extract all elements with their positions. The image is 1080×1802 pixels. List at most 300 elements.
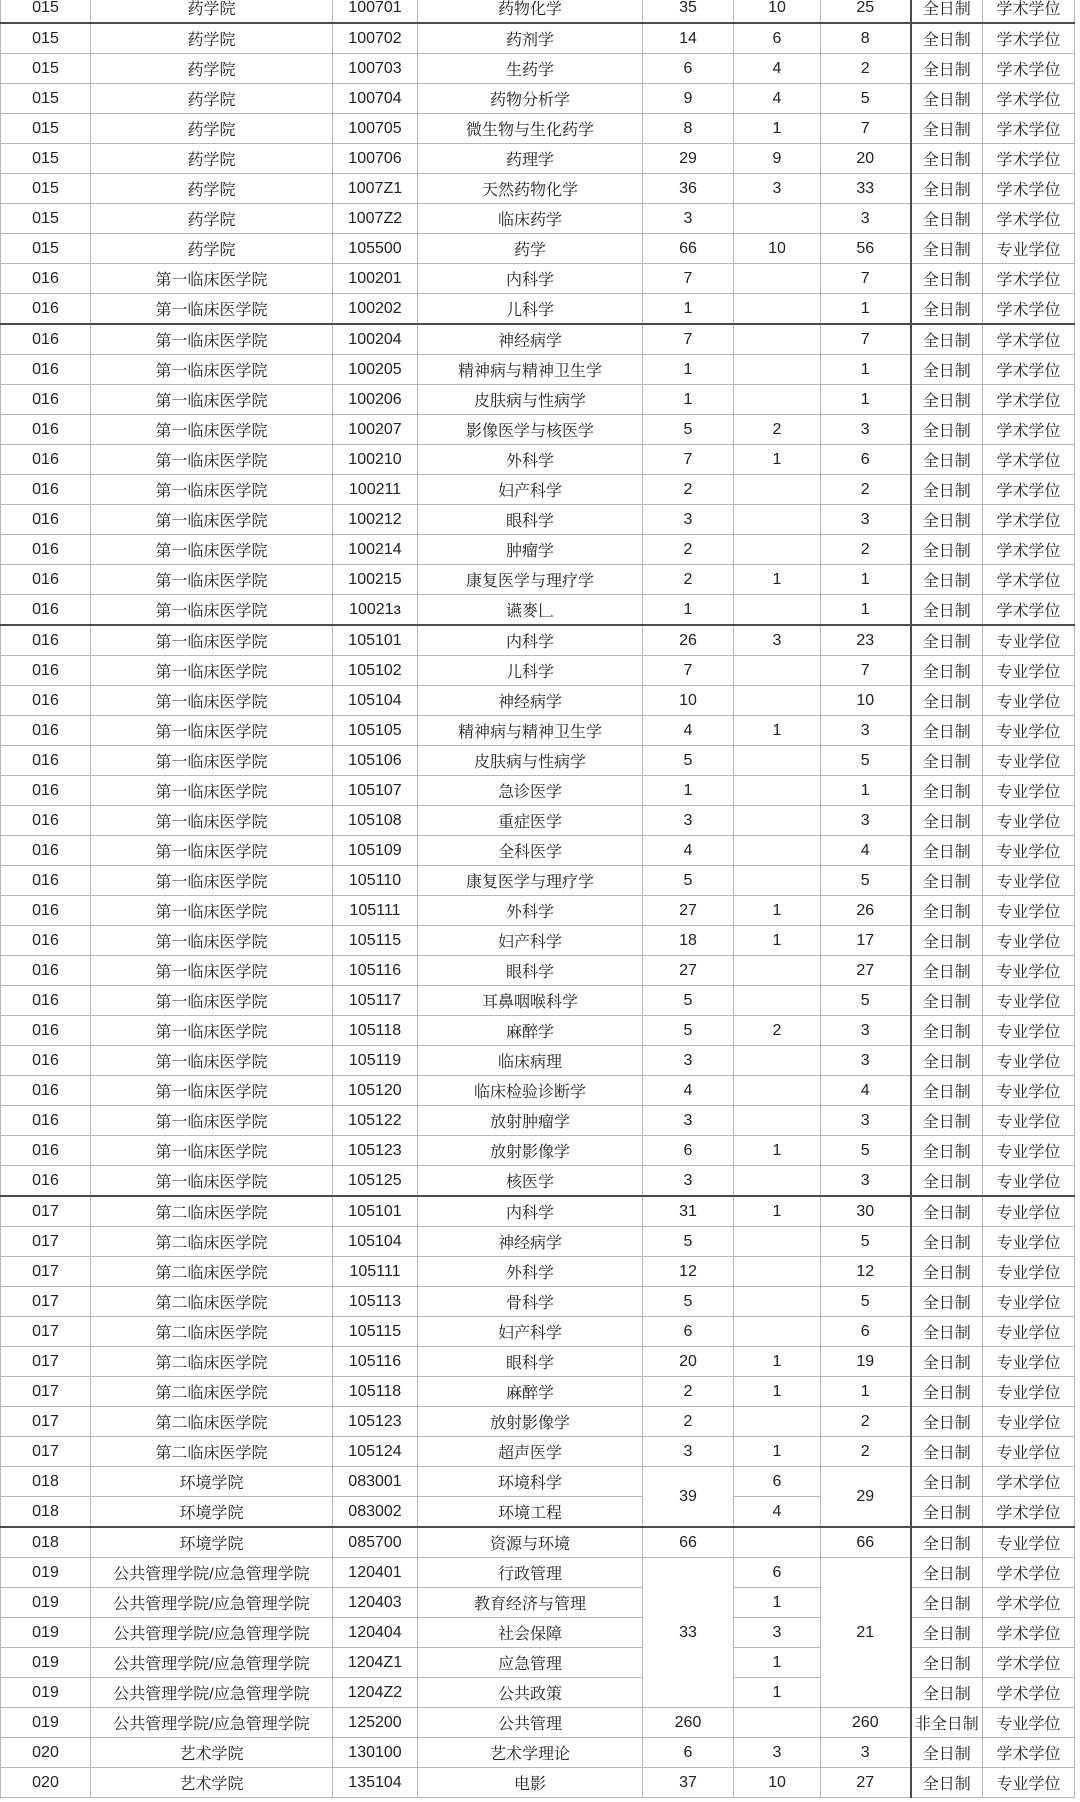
exam-quota-cell: 4	[821, 836, 911, 866]
exam-quota-cell: 3	[821, 1016, 911, 1046]
study-type-cell: 全日制	[911, 1467, 983, 1497]
total-quota-cell: 26	[643, 625, 734, 656]
exam-quota-cell: 2	[821, 54, 911, 84]
degree-type-cell: 学术学位	[983, 84, 1075, 114]
major-name-cell: 公共管理	[418, 1708, 643, 1738]
exam-quota-cell: 20	[821, 144, 911, 174]
study-type-cell: 全日制	[911, 1497, 983, 1528]
exempt-quota-cell: 3	[734, 625, 821, 656]
degree-type-cell: 学术学位	[983, 385, 1075, 415]
exempt-quota-cell: 6	[734, 23, 821, 54]
total-quota-cell: 1	[643, 385, 734, 415]
study-type-cell: 全日制	[911, 1166, 983, 1197]
table-row	[1, 84, 1075, 114]
exam-quota-cell: 3	[821, 716, 911, 746]
total-quota-cell: 5	[643, 746, 734, 776]
major-code-cell: 1007Z2	[333, 204, 418, 234]
study-type-cell: 全日制	[911, 806, 983, 836]
degree-type-cell: 专业学位	[983, 1166, 1075, 1197]
study-type-cell: 全日制	[911, 1588, 983, 1618]
exempt-quota-cell	[734, 1106, 821, 1136]
exempt-quota-cell	[734, 1166, 821, 1197]
college-code-cell: 016	[1, 716, 91, 746]
college-code-cell: 016	[1, 836, 91, 866]
degree-type-cell: 学术学位	[983, 174, 1075, 204]
college-name-cell: 第二临床医学院	[91, 1317, 333, 1347]
exempt-quota-cell	[734, 505, 821, 535]
major-name-cell: 眼科学	[418, 505, 643, 535]
degree-type-cell: 学术学位	[983, 1678, 1075, 1708]
degree-type-cell: 专业学位	[983, 656, 1075, 686]
major-name-cell: 环境科学	[418, 1467, 643, 1497]
major-name-cell: 妇产科学	[418, 926, 643, 956]
study-type-cell: 非全日制	[911, 1708, 983, 1738]
college-name-cell: 第一临床医学院	[91, 1046, 333, 1076]
study-type-cell: 全日制	[911, 54, 983, 84]
exam-quota-cell: 29	[821, 1467, 911, 1528]
major-name-cell: 外科学	[418, 445, 643, 475]
study-type-cell: 全日制	[911, 1347, 983, 1377]
college-name-cell: 第一临床医学院	[91, 1166, 333, 1197]
total-quota-cell: 5	[643, 415, 734, 445]
major-code-cell: 105101	[333, 625, 418, 656]
table-row	[1, 144, 1075, 174]
degree-type-cell: 专业学位	[983, 1227, 1075, 1257]
exempt-quota-cell	[734, 986, 821, 1016]
exempt-quota-cell	[734, 746, 821, 776]
exempt-quota-cell	[734, 204, 821, 234]
major-code-cell: 105116	[333, 1347, 418, 1377]
exam-quota-cell: 5	[821, 84, 911, 114]
table-row	[1, 1437, 1075, 1467]
degree-type-cell: 专业学位	[983, 1106, 1075, 1136]
total-quota-cell: 7	[643, 264, 734, 294]
college-name-cell: 第二临床医学院	[91, 1287, 333, 1317]
total-quota-cell: 3	[643, 1166, 734, 1197]
exam-quota-cell: 5	[821, 986, 911, 1016]
college-code-cell: 015	[1, 54, 91, 84]
study-type-cell: 全日制	[911, 0, 983, 23]
study-type-cell: 全日制	[911, 746, 983, 776]
study-type-cell: 全日制	[911, 234, 983, 264]
total-quota-cell: 3	[643, 806, 734, 836]
degree-type-cell: 专业学位	[983, 716, 1075, 746]
exam-quota-cell: 6	[821, 1317, 911, 1347]
total-quota-cell: 8	[643, 114, 734, 144]
college-code-cell: 017	[1, 1377, 91, 1407]
exam-quota-cell: 10	[821, 686, 911, 716]
degree-type-cell: 专业学位	[983, 806, 1075, 836]
college-code-cell: 016	[1, 355, 91, 385]
college-code-cell: 016	[1, 1076, 91, 1106]
degree-type-cell: 学术学位	[983, 294, 1075, 325]
college-name-cell: 第二临床医学院	[91, 1227, 333, 1257]
major-name-cell: 神经病学	[418, 686, 643, 716]
table-row	[1, 776, 1075, 806]
total-quota-cell: 35	[643, 0, 734, 23]
table-row	[1, 475, 1075, 505]
total-quota-cell: 1	[643, 355, 734, 385]
college-name-cell: 第一临床医学院	[91, 565, 333, 595]
total-quota-cell: 2	[643, 565, 734, 595]
major-name-cell: 儿科学	[418, 656, 643, 686]
study-type-cell: 全日制	[911, 1558, 983, 1588]
exam-quota-cell: 5	[821, 1227, 911, 1257]
college-name-cell: 第一临床医学院	[91, 986, 333, 1016]
college-code-cell: 016	[1, 926, 91, 956]
total-quota-cell: 260	[643, 1708, 734, 1738]
major-code-cell: 105110	[333, 866, 418, 896]
degree-type-cell: 学术学位	[983, 1618, 1075, 1648]
degree-type-cell: 学术学位	[983, 114, 1075, 144]
exam-quota-cell: 3	[821, 806, 911, 836]
exempt-quota-cell	[734, 1227, 821, 1257]
table-row	[1, 866, 1075, 896]
exam-quota-cell: 1	[821, 565, 911, 595]
college-name-cell: 第二临床医学院	[91, 1347, 333, 1377]
total-quota-cell: 27	[643, 896, 734, 926]
college-name-cell: 第二临床医学院	[91, 1377, 333, 1407]
exempt-quota-cell: 3	[734, 1738, 821, 1768]
college-name-cell: 公共管理学院/应急管理学院	[91, 1558, 333, 1588]
college-name-cell: 第一临床医学院	[91, 505, 333, 535]
major-code-cell: 100206	[333, 385, 418, 415]
degree-type-cell: 学术学位	[983, 355, 1075, 385]
table-body	[1, 0, 1075, 1798]
total-quota-cell: 7	[643, 656, 734, 686]
college-name-cell: 第二临床医学院	[91, 1437, 333, 1467]
major-code-cell: 105101	[333, 1196, 418, 1227]
degree-type-cell: 学术学位	[983, 144, 1075, 174]
exam-quota-cell: 4	[821, 1076, 911, 1106]
degree-type-cell: 学术学位	[983, 535, 1075, 565]
major-code-cell: 100703	[333, 54, 418, 84]
major-code-cell: 105117	[333, 986, 418, 1016]
exempt-quota-cell	[734, 686, 821, 716]
exam-quota-cell: 2	[821, 535, 911, 565]
major-name-cell: 生药学	[418, 54, 643, 84]
table-row	[1, 415, 1075, 445]
study-type-cell: 全日制	[911, 776, 983, 806]
table-row	[1, 986, 1075, 1016]
study-type-cell: 全日制	[911, 625, 983, 656]
exam-quota-cell: 56	[821, 234, 911, 264]
study-type-cell: 全日制	[911, 1527, 983, 1558]
exempt-quota-cell	[734, 956, 821, 986]
study-type-cell: 全日制	[911, 23, 983, 54]
exam-quota-cell: 2	[821, 475, 911, 505]
study-type-cell: 全日制	[911, 144, 983, 174]
college-name-cell: 第一临床医学院	[91, 956, 333, 986]
study-type-cell: 全日制	[911, 716, 983, 746]
college-code-cell: 016	[1, 535, 91, 565]
exempt-quota-cell	[734, 836, 821, 866]
exempt-quota-cell: 1	[734, 1377, 821, 1407]
total-quota-cell: 2	[643, 1377, 734, 1407]
major-code-cell: 1204Z2	[333, 1678, 418, 1708]
total-quota-cell: 36	[643, 174, 734, 204]
major-code-cell: 125200	[333, 1708, 418, 1738]
table-row	[1, 625, 1075, 656]
exempt-quota-cell: 4	[734, 84, 821, 114]
major-name-cell: 内科学	[418, 264, 643, 294]
exempt-quota-cell: 1	[734, 1588, 821, 1618]
college-name-cell: 第一临床医学院	[91, 264, 333, 294]
college-name-cell: 第一临床医学院	[91, 746, 333, 776]
college-name-cell: 药学院	[91, 144, 333, 174]
degree-type-cell: 专业学位	[983, 986, 1075, 1016]
major-name-cell: 药学	[418, 234, 643, 264]
degree-type-cell: 专业学位	[983, 1287, 1075, 1317]
degree-type-cell: 学术学位	[983, 0, 1075, 23]
table-row	[1, 1558, 1075, 1588]
college-code-cell: 015	[1, 234, 91, 264]
table-row	[1, 535, 1075, 565]
degree-type-cell: 学术学位	[983, 475, 1075, 505]
college-code-cell: 016	[1, 806, 91, 836]
exempt-quota-cell: 1	[734, 1678, 821, 1708]
study-type-cell: 全日制	[911, 896, 983, 926]
college-name-cell: 药学院	[91, 174, 333, 204]
table-row	[1, 1317, 1075, 1347]
exempt-quota-cell	[734, 806, 821, 836]
exempt-quota-cell: 1	[734, 926, 821, 956]
college-code-cell: 019	[1, 1648, 91, 1678]
major-code-cell: 100701	[333, 0, 418, 23]
college-code-cell: 020	[1, 1768, 91, 1798]
major-code-cell: 105107	[333, 776, 418, 806]
total-quota-cell: 6	[643, 54, 734, 84]
degree-type-cell: 专业学位	[983, 836, 1075, 866]
college-code-cell: 018	[1, 1467, 91, 1497]
major-name-cell: 儿科学	[418, 294, 643, 325]
major-name-cell: 急诊医学	[418, 776, 643, 806]
major-code-cell: 100212	[333, 505, 418, 535]
exam-quota-cell: 7	[821, 264, 911, 294]
degree-type-cell: 学术学位	[983, 505, 1075, 535]
exam-quota-cell: 1	[821, 595, 911, 626]
exempt-quota-cell: 1	[734, 1196, 821, 1227]
degree-type-cell: 专业学位	[983, 1437, 1075, 1467]
table-row	[1, 54, 1075, 84]
table-row	[1, 1467, 1075, 1497]
exempt-quota-cell	[734, 1317, 821, 1347]
table-row	[1, 1046, 1075, 1076]
major-code-cell: 120403	[333, 1588, 418, 1618]
major-code-cell: 100210	[333, 445, 418, 475]
major-code-cell: 120401	[333, 1558, 418, 1588]
total-quota-cell: 5	[643, 1227, 734, 1257]
degree-type-cell: 专业学位	[983, 1708, 1075, 1738]
exam-quota-cell: 1	[821, 355, 911, 385]
college-code-cell: 016	[1, 415, 91, 445]
table-row	[1, 1136, 1075, 1166]
degree-type-cell: 专业学位	[983, 1136, 1075, 1166]
degree-type-cell: 专业学位	[983, 1317, 1075, 1347]
table-row	[1, 1287, 1075, 1317]
total-quota-cell: 5	[643, 1016, 734, 1046]
exam-quota-cell: 3	[821, 1046, 911, 1076]
degree-type-cell: 学术学位	[983, 1588, 1075, 1618]
total-quota-cell: 66	[643, 1527, 734, 1558]
major-name-cell: 重症医学	[418, 806, 643, 836]
college-code-cell: 017	[1, 1317, 91, 1347]
study-type-cell: 全日制	[911, 355, 983, 385]
total-quota-cell: 33	[643, 1558, 734, 1708]
study-type-cell: 全日制	[911, 1377, 983, 1407]
exam-quota-cell: 17	[821, 926, 911, 956]
exam-quota-cell: 25	[821, 0, 911, 23]
study-type-cell: 全日制	[911, 1076, 983, 1106]
major-code-cell: 105115	[333, 926, 418, 956]
exam-quota-cell: 21	[821, 1558, 911, 1708]
study-type-cell: 全日制	[911, 1738, 983, 1768]
college-code-cell: 018	[1, 1527, 91, 1558]
table-row	[1, 746, 1075, 776]
major-code-cell: 105104	[333, 686, 418, 716]
degree-type-cell: 专业学位	[983, 1016, 1075, 1046]
major-code-cell: 105116	[333, 956, 418, 986]
major-name-cell: 妇产科学	[418, 1317, 643, 1347]
exempt-quota-cell	[734, 1046, 821, 1076]
exam-quota-cell: 260	[821, 1708, 911, 1738]
total-quota-cell: 5	[643, 866, 734, 896]
major-name-cell: 放射肿瘤学	[418, 1106, 643, 1136]
table-row	[1, 896, 1075, 926]
major-name-cell: 核医学	[418, 1166, 643, 1197]
major-code-cell: 135104	[333, 1768, 418, 1798]
college-name-cell: 第一临床医学院	[91, 896, 333, 926]
major-code-cell: 105122	[333, 1106, 418, 1136]
college-name-cell: 第一临床医学院	[91, 595, 333, 626]
study-type-cell: 全日制	[911, 1287, 983, 1317]
table-row	[1, 686, 1075, 716]
table-row	[1, 926, 1075, 956]
total-quota-cell: 39	[643, 1467, 734, 1528]
college-code-cell: 016	[1, 1046, 91, 1076]
exam-quota-cell: 27	[821, 1768, 911, 1798]
college-name-cell: 第一临床医学院	[91, 716, 333, 746]
study-type-cell: 全日制	[911, 656, 983, 686]
degree-type-cell: 专业学位	[983, 1076, 1075, 1106]
major-code-cell: 105119	[333, 1046, 418, 1076]
major-name-cell: 内科学	[418, 1196, 643, 1227]
study-type-cell: 全日制	[911, 986, 983, 1016]
total-quota-cell: 20	[643, 1347, 734, 1377]
exempt-quota-cell: 2	[734, 1016, 821, 1046]
major-code-cell: 105105	[333, 716, 418, 746]
table-row	[1, 956, 1075, 986]
total-quota-cell: 6	[643, 1738, 734, 1768]
college-code-cell: 019	[1, 1678, 91, 1708]
degree-type-cell: 学术学位	[983, 445, 1075, 475]
major-code-cell: 105102	[333, 656, 418, 686]
exempt-quota-cell	[734, 1287, 821, 1317]
major-name-cell: 皮肤病与性病学	[418, 385, 643, 415]
study-type-cell: 全日制	[911, 294, 983, 325]
exempt-quota-cell: 1	[734, 896, 821, 926]
study-type-cell: 全日制	[911, 264, 983, 294]
major-code-cell: 105124	[333, 1437, 418, 1467]
exempt-quota-cell	[734, 1257, 821, 1287]
major-name-cell: 药理学	[418, 144, 643, 174]
exempt-quota-cell: 3	[734, 1618, 821, 1648]
college-code-cell: 015	[1, 204, 91, 234]
total-quota-cell: 37	[643, 1768, 734, 1798]
college-code-cell: 015	[1, 144, 91, 174]
college-name-cell: 公共管理学院/应急管理学院	[91, 1618, 333, 1648]
study-type-cell: 全日制	[911, 1648, 983, 1678]
college-code-cell: 016	[1, 445, 91, 475]
major-name-cell: 精神病与精神卫生学	[418, 716, 643, 746]
exempt-quota-cell: 9	[734, 144, 821, 174]
major-code-cell: 100705	[333, 114, 418, 144]
major-name-cell: 妇产科学	[418, 475, 643, 505]
total-quota-cell: 5	[643, 986, 734, 1016]
exam-quota-cell: 5	[821, 1287, 911, 1317]
table-row	[1, 1497, 1075, 1528]
table-row	[1, 656, 1075, 686]
major-code-cell: 130100	[333, 1738, 418, 1768]
college-name-cell: 艺术学院	[91, 1768, 333, 1798]
major-code-cell: 105120	[333, 1076, 418, 1106]
study-type-cell: 全日制	[911, 1437, 983, 1467]
total-quota-cell: 1	[643, 294, 734, 325]
major-name-cell: 超声医学	[418, 1437, 643, 1467]
study-type-cell: 全日制	[911, 174, 983, 204]
major-name-cell: 影像医学与核医学	[418, 415, 643, 445]
college-name-cell: 第二临床医学院	[91, 1257, 333, 1287]
table-row	[1, 1166, 1075, 1197]
major-name-cell: 教育经济与管理	[418, 1588, 643, 1618]
college-name-cell: 第一临床医学院	[91, 535, 333, 565]
major-name-cell: 环境工程	[418, 1497, 643, 1528]
total-quota-cell: 18	[643, 926, 734, 956]
total-quota-cell: 6	[643, 1136, 734, 1166]
major-name-cell: 精神病与精神卫生学	[418, 355, 643, 385]
major-name-cell: 䜩麥𠃊	[418, 595, 643, 626]
degree-type-cell: 学术学位	[983, 1648, 1075, 1678]
table-row	[1, 1738, 1075, 1768]
exempt-quota-cell	[734, 656, 821, 686]
major-name-cell: 康复医学与理疗学	[418, 866, 643, 896]
major-name-cell: 应急管理	[418, 1648, 643, 1678]
degree-type-cell: 学术学位	[983, 1738, 1075, 1768]
degree-type-cell: 学术学位	[983, 1558, 1075, 1588]
college-code-cell: 016	[1, 956, 91, 986]
exempt-quota-cell: 6	[734, 1558, 821, 1588]
exam-quota-cell: 3	[821, 1106, 911, 1136]
study-type-cell: 全日制	[911, 114, 983, 144]
exam-quota-cell: 1	[821, 1377, 911, 1407]
college-name-cell: 第二临床医学院	[91, 1196, 333, 1227]
degree-type-cell: 专业学位	[983, 686, 1075, 716]
table-row	[1, 114, 1075, 144]
exempt-quota-cell	[734, 1708, 821, 1738]
college-name-cell: 第一临床医学院	[91, 1106, 333, 1136]
exempt-quota-cell	[734, 1407, 821, 1437]
exam-quota-cell: 5	[821, 746, 911, 776]
exam-quota-cell: 26	[821, 896, 911, 926]
exam-quota-cell: 7	[821, 324, 911, 355]
table-row	[1, 1196, 1075, 1227]
exempt-quota-cell: 1	[734, 565, 821, 595]
college-code-cell: 016	[1, 385, 91, 415]
table-row	[1, 1648, 1075, 1678]
study-type-cell: 全日制	[911, 1257, 983, 1287]
major-name-cell: 眼科学	[418, 956, 643, 986]
college-code-cell: 017	[1, 1227, 91, 1257]
